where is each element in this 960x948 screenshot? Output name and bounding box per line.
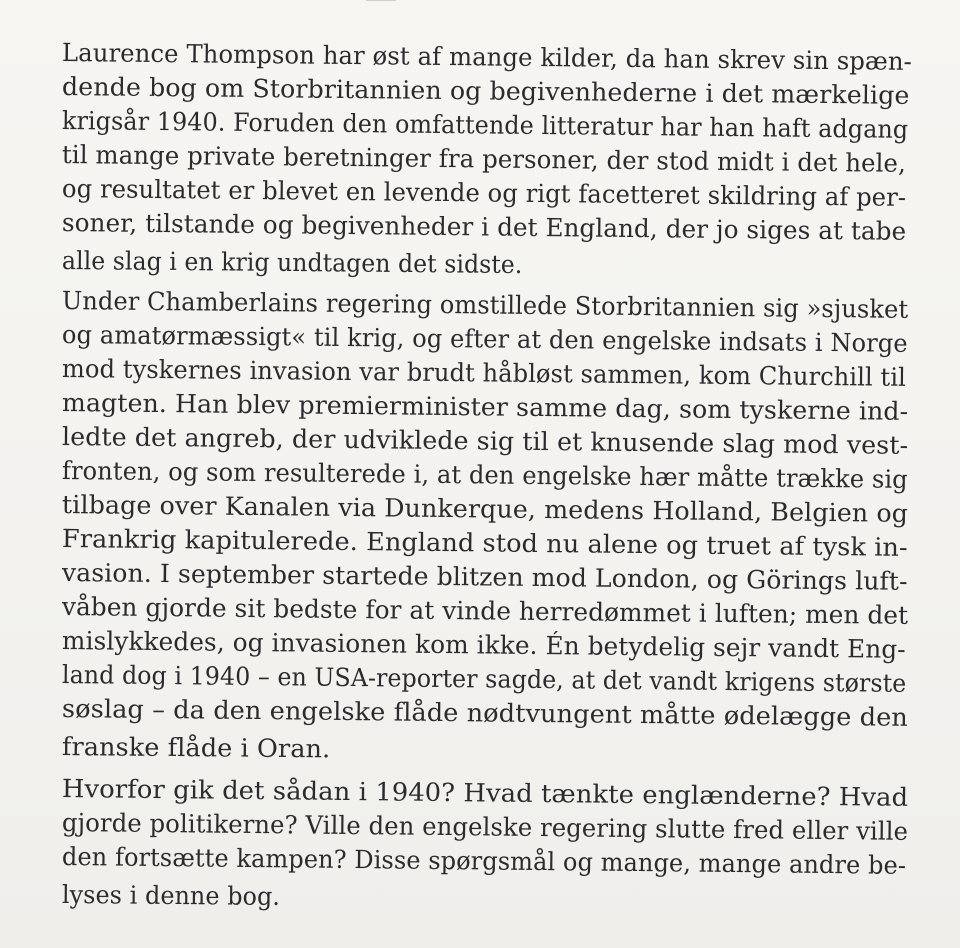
paragraph-1-line-4: til mange private beretninger fra personer, der stod midt i det hele,	[61, 140, 907, 178]
paragraph-1-line-5: og resultatet er blevet en levende og rigt facetteret skildring af per-	[61, 174, 907, 212]
paragraph-2-line-1: Under Chamberlains regering omstillede Storbritannien sig »sjusket	[61, 286, 909, 324]
paragraph-1-line-1: Laurence Thompson har øst af mange kilder, da han skrev sin spæn-	[61, 38, 913, 76]
paragraph-2-line-10: våben gjorde sit bedste for at vinde herredømmet i luften; men det	[61, 592, 909, 630]
paragraph-2-line-14: franske flåde i Oran.	[61, 732, 331, 764]
paragraph-2-line-9: vasion. I september startede blitzen mod London, og Görings luft-	[61, 558, 908, 596]
paragraph-2-line-5: ledte det angreb, der udviklede sig til et knusende slag mod vest-	[61, 422, 909, 460]
paragraph-3-line-3: den fortsætte kampen? Disse spørgsmål og mange, mange andre be-	[61, 842, 907, 880]
paragraph-1-line-3: krigsår 1940. Foruden den omfattende litteratur har han haft adgang	[61, 106, 909, 144]
paragraph-3-line-2: gjorde politikerne? Ville den engelske regering slutte fred eller ville	[61, 808, 909, 846]
paragraph-2-line-13: søslag – da den engelske flåde nødtvungent måtte ødelægge den	[61, 694, 909, 732]
paragraph-2-line-11: mislykkedes, og invasionen kom ikke. Én betydelig sejr vandt Eng-	[61, 626, 906, 664]
paragraph-2-line-8: Frankrig kapitulerede. England stod nu alene og truet af tysk in-	[61, 524, 908, 562]
paragraph-2-line-2: og amatørmæssigt« til krig, og efter at den engelske indsats i Norge	[61, 320, 908, 358]
paragraph-3-line-4: lyses i denne bog.	[61, 880, 281, 911]
scan-edge-mark	[366, 0, 396, 1]
paragraph-2-line-7: tilbage over Kanalen via Dunkerque, medens Holland, Belgien og	[61, 490, 909, 528]
paragraph-3-line-1: Hvorfor gik det sådan i 1940? Hvad tænkte englænderne? Hvad	[61, 774, 909, 812]
paragraph-1-line-2: dende bog om Storbritannien og begivenhederne i det mærkelige	[61, 72, 910, 110]
paragraph-1-line-6: soner, tilstande og begivenheder i det England, der jo siges at tabe	[61, 208, 907, 246]
paragraph-2-line-6: fronten, og som resulterede i, at den engelske hær måtte trække sig	[61, 456, 908, 494]
paragraph-1-line-7: alle slag i en krig undtagen det sidste.	[61, 246, 523, 280]
paragraph-2-line-12: land dog i 1940 – en USA-reporter sagde, at det vandt krigens største	[61, 660, 907, 698]
paragraph-2-line-3: mod tyskernes invasion var brudt håbløst sammen, kom Churchill til	[61, 354, 907, 392]
paragraph-2-line-4: magten. Han blev premierminister samme dag, som tyskerne ind-	[61, 388, 909, 426]
